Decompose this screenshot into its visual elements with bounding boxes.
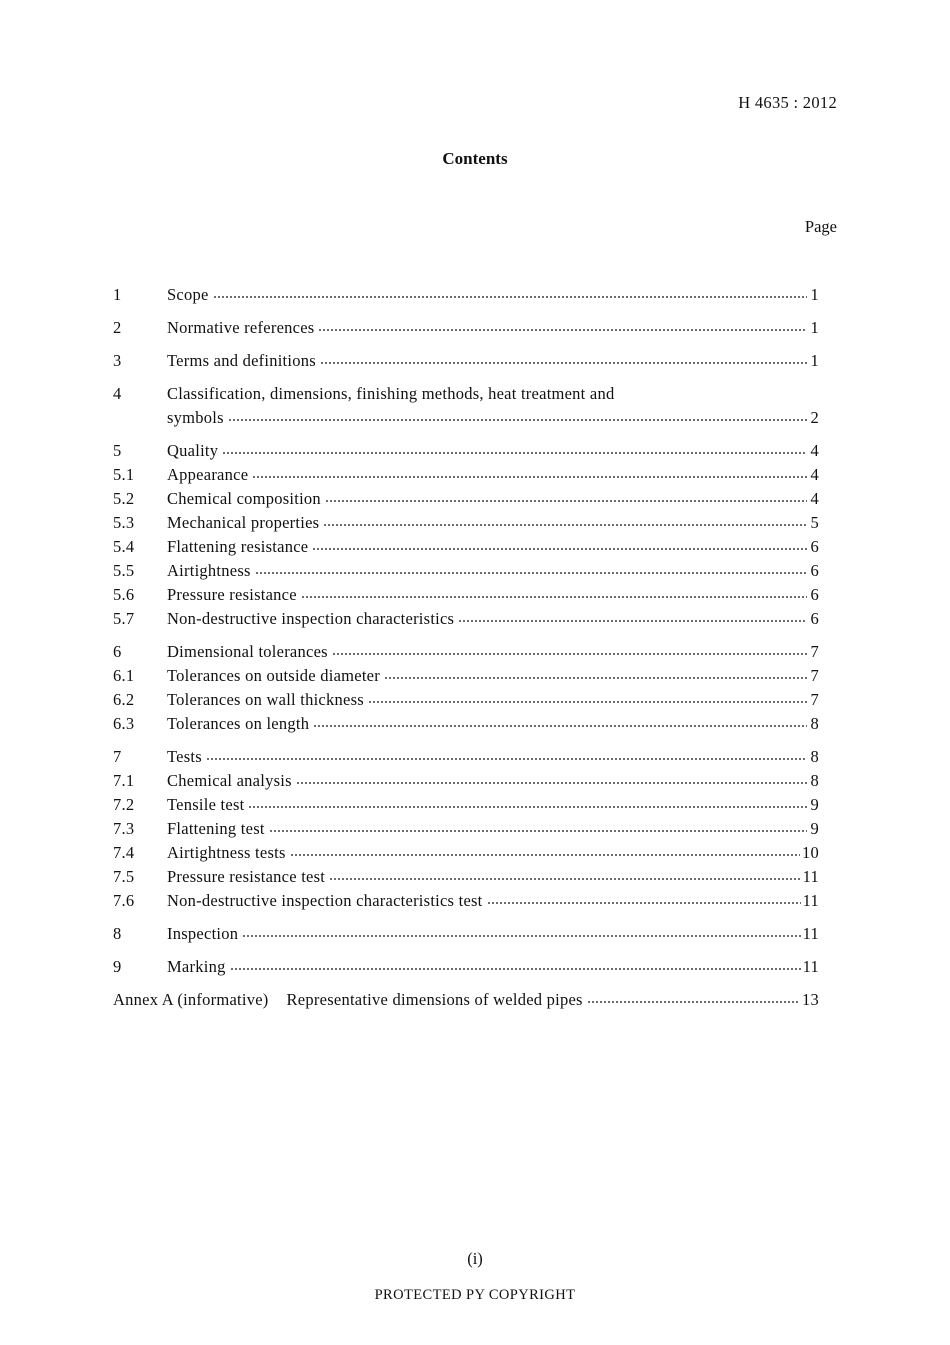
dot-leader [290, 852, 800, 858]
toc-page: 7 [810, 690, 819, 709]
toc-number: 4 [113, 384, 122, 403]
dot-leader [458, 618, 807, 624]
dot-leader [269, 828, 807, 834]
toc-page: 6 [810, 585, 819, 604]
toc-label: Airtightness [167, 561, 251, 580]
toc-entry-5-5[interactable] [113, 558, 819, 582]
dot-leader [368, 699, 807, 705]
toc-page: 5 [810, 513, 819, 532]
toc-entry-annex-a[interactable] [113, 987, 819, 1011]
toc-label: Tensile test [167, 795, 245, 814]
toc-number: 6.3 [113, 714, 135, 733]
toc-label: Chemical composition [167, 489, 321, 508]
dot-leader [329, 876, 800, 882]
page-column-heading: Page [804, 217, 837, 236]
toc-entry-7[interactable] [113, 744, 819, 768]
toc-label: Marking [167, 957, 226, 976]
toc-entry-7-2[interactable] [113, 792, 819, 816]
toc-label: Quality [167, 441, 219, 460]
toc-page: 6 [810, 609, 819, 628]
toc-label: Non-destructive inspection characteristics [167, 609, 455, 628]
dot-leader [313, 723, 807, 729]
toc-number: 7.6 [113, 891, 135, 910]
toc-number: 5.3 [113, 513, 135, 532]
toc-number: 6.2 [113, 690, 135, 709]
toc-page: 4 [810, 489, 819, 508]
document-id: H 4635 : 2012 [738, 93, 837, 112]
dot-leader [323, 522, 807, 528]
toc-page: 9 [810, 819, 819, 838]
dot-leader [230, 966, 801, 972]
toc-entry-5-1[interactable] [113, 462, 819, 486]
toc-entry-5-6[interactable] [113, 582, 819, 606]
toc-number: 8 [113, 924, 122, 943]
toc-entry-5-7[interactable] [113, 606, 819, 630]
toc-page: 11 [802, 891, 819, 910]
toc-page: 6 [810, 561, 819, 580]
dot-leader [222, 450, 807, 456]
dot-leader [325, 498, 807, 504]
annex-label: Annex A (informative) [113, 990, 269, 1009]
toc-page: 9 [810, 795, 819, 814]
toc-entry-7-5[interactable] [113, 864, 819, 888]
toc-label: Tests [167, 747, 202, 766]
toc-entry-5-2[interactable] [113, 486, 819, 510]
toc-label-line1: Classification, dimensions, finishing methods, heat treatment and [167, 384, 615, 403]
toc-page: 7 [810, 642, 819, 661]
dot-leader [312, 546, 807, 552]
table-of-contents [113, 282, 819, 1011]
toc-number: 7.5 [113, 867, 135, 886]
toc-page: 2 [810, 408, 819, 427]
toc-number: 7.4 [113, 843, 135, 862]
toc-entry-7-3[interactable] [113, 816, 819, 840]
toc-label: Airtightness tests [167, 843, 286, 862]
toc-page: 11 [802, 867, 819, 886]
toc-label: Flattening test [167, 819, 265, 838]
toc-label: Tolerances on length [167, 714, 310, 733]
toc-page: 1 [810, 351, 819, 370]
toc-label: Terms and definitions [167, 351, 316, 370]
toc-number: 5.4 [113, 537, 135, 556]
toc-entry-6-3[interactable] [113, 711, 819, 735]
toc-page: 8 [810, 714, 819, 733]
dot-leader [320, 360, 807, 366]
dot-leader [487, 900, 801, 906]
dot-leader [213, 294, 807, 300]
toc-entry-9[interactable] [113, 954, 819, 978]
toc-label-line2: symbols [167, 408, 224, 427]
page-title: Contents [442, 149, 508, 168]
toc-page: 10 [802, 843, 819, 862]
toc-number: 5.1 [113, 465, 135, 484]
toc-entry-5-4[interactable] [113, 534, 819, 558]
toc-label: Tolerances on outside diameter [167, 666, 380, 685]
toc-label: Pressure resistance test [167, 867, 326, 886]
toc-number: 1 [113, 285, 122, 304]
dot-leader [206, 756, 807, 762]
toc-label: Non-destructive inspection characteristics test [167, 891, 483, 910]
toc-entry-8[interactable] [113, 921, 819, 945]
toc-number: 5 [113, 441, 122, 460]
dot-leader [255, 570, 807, 576]
toc-number: 6.1 [113, 666, 135, 685]
toc-number: 6 [113, 642, 122, 661]
dot-leader [301, 594, 807, 600]
dot-leader [248, 804, 807, 810]
toc-number: 2 [113, 318, 122, 337]
toc-entry-2[interactable] [113, 315, 819, 339]
toc-number: 7.3 [113, 819, 135, 838]
dot-leader [296, 780, 807, 786]
toc-label: Mechanical properties [167, 513, 320, 532]
toc-entry-5[interactable] [113, 438, 819, 462]
dot-leader [587, 999, 800, 1005]
toc-label: Tolerances on wall thickness [167, 690, 364, 709]
toc-number: 7.2 [113, 795, 135, 814]
toc-number: 5.2 [113, 489, 135, 508]
toc-entry-3[interactable] [113, 348, 819, 372]
toc-label: Flattening resistance [167, 537, 309, 556]
toc-page: 11 [802, 924, 819, 943]
toc-page: 1 [810, 318, 819, 337]
toc-number: 9 [113, 957, 122, 976]
toc-entry-4[interactable] [113, 381, 819, 429]
toc-label: Scope [167, 285, 209, 304]
toc-page: 8 [810, 747, 819, 766]
toc-page: 4 [810, 441, 819, 460]
toc-page: 1 [810, 285, 819, 304]
toc-label: Pressure resistance [167, 585, 297, 604]
toc-entry-6[interactable] [113, 639, 819, 663]
toc-page: 13 [802, 990, 819, 1009]
dot-leader [228, 417, 807, 423]
annex-title: Representative dimensions of welded pipes [286, 990, 583, 1009]
toc-entry-7-6[interactable] [113, 888, 819, 912]
toc-entry-6-2[interactable] [113, 687, 819, 711]
toc-page: 6 [810, 537, 819, 556]
toc-label: Appearance [167, 465, 249, 484]
toc-number: 7 [113, 747, 122, 766]
toc-entry-5-3[interactable] [113, 510, 819, 534]
dot-leader [384, 675, 807, 681]
toc-number: 5.5 [113, 561, 135, 580]
toc-label: Normative references [167, 318, 315, 337]
toc-number: 7.1 [113, 771, 135, 790]
toc-label: Dimensional tolerances [167, 642, 328, 661]
toc-page: 8 [810, 771, 819, 790]
page-number: (i) [467, 1249, 483, 1268]
dot-leader [252, 474, 807, 480]
toc-label: Chemical analysis [167, 771, 292, 790]
toc-label: Inspection [167, 924, 239, 943]
toc-entry-1[interactable] [113, 282, 819, 306]
toc-number: 5.6 [113, 585, 135, 604]
dot-leader [318, 327, 807, 333]
toc-entry-7-4[interactable] [113, 840, 819, 864]
toc-page: 7 [810, 666, 819, 685]
toc-number: 5.7 [113, 609, 135, 628]
toc-entry-6-1[interactable] [113, 663, 819, 687]
dot-leader [332, 651, 807, 657]
copyright-notice: PROTECTED PY COPYRIGHT [374, 1287, 576, 1303]
toc-page: 4 [810, 465, 819, 484]
toc-page: 11 [802, 957, 819, 976]
dot-leader [242, 933, 800, 939]
toc-number: 3 [113, 351, 122, 370]
toc-entry-7-1[interactable] [113, 768, 819, 792]
